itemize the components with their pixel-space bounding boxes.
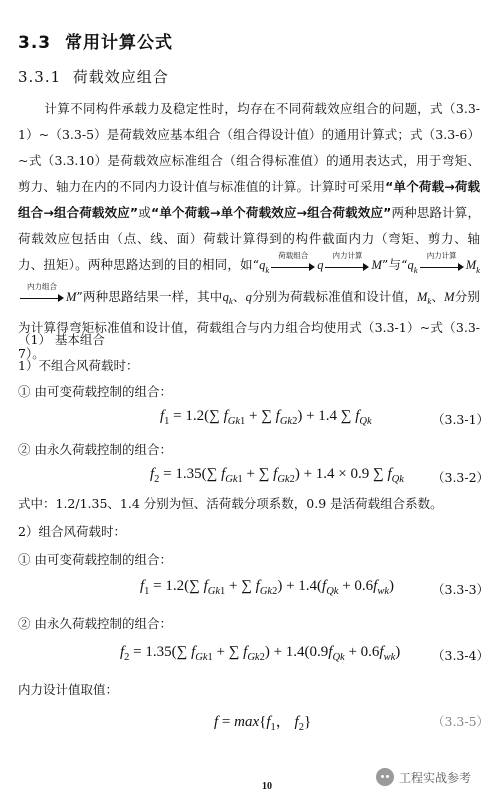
equation-3-3-1: $f_1 = 1.2(\sum$ $f_{Gk1}$ + ∑ $f_{Gk2}) + 1.4$ ∑ $f_{Qk}$ xyxy=(160,408,372,427)
eq-number-2: （3.3-2） xyxy=(432,470,490,485)
coefficient-note: 式中：1.2/1.35、1.4 分别为恒、活荷载分项系数，0.9 是活荷载组合系数。 xyxy=(18,496,443,511)
subsection-heading xyxy=(18,66,169,87)
section-number: 3.3 xyxy=(18,33,52,53)
para-bold-1: “单个荷载→荷载组合→组合荷载效应” xyxy=(18,179,480,220)
sub-k: k xyxy=(413,264,418,275)
item-c1-permanent: ② 由永久荷载控制的组合： xyxy=(18,442,172,457)
eq-number-5: （3.3-5） xyxy=(432,714,490,729)
para-text-4: ”与“ xyxy=(381,257,408,272)
flow2-Mk: M xyxy=(465,258,477,272)
equation-3-3-2: $f_2 = 1.35(\sum$ $f_{Gk1}$ + ∑ $f_{Gk2}) + 1.4 \times 0.9$ ∑ $f_{Qk}$ xyxy=(150,466,404,485)
arrow-label: 荷载组合 xyxy=(278,250,309,260)
para-text-1: 计算不同构件承载力及稳定性时，均存在不同荷载效应组合的问题，式（3.3-1）~（3.3-5）是荷载效应基本组合（组合得设计值）的通用计算式；式（3.3-6）~式（3.3.10）是荷载效应标准组合（组合得标准值）的通用表达式，用于弯矩、剪力、轴力在内的不同内力设计值与标准值的计算。计算时可采用 xyxy=(18,101,480,194)
para-text-7: 分别为荷载标准值和设计值， xyxy=(251,288,417,304)
flow1-M: M xyxy=(371,258,382,272)
equation-3-3-3: $f_1 = 1.2(\sum$ $f_{Gk1}$ + ∑ $f_{Gk2}) + 1.4(f_{Qk} + 0.6f_{wk})$ xyxy=(140,578,395,597)
item-with-wind: 2）组合风荷载时： xyxy=(18,524,126,539)
section-title: 常用计算公式 xyxy=(64,33,173,53)
flow1-q: q xyxy=(317,258,324,272)
flow2-M: M xyxy=(66,289,77,304)
para-text-8: 、 xyxy=(431,288,445,304)
flow2-qk: q xyxy=(407,258,414,272)
subsection-number: 3.3.1 xyxy=(18,68,62,86)
watermark xyxy=(376,768,471,786)
para-text-2: 或 xyxy=(138,205,151,220)
arrow-label: 内力组合 xyxy=(27,282,57,291)
eq-number-1: （3.3-1） xyxy=(432,412,490,427)
arrow-label: 内力计算 xyxy=(426,250,457,260)
item-design-value: 内力设计值取值： xyxy=(18,682,119,697)
equation-3-3-4: $f_2 = 1.35(\sum$ $f_{Gk1}$ + ∑ $f_{Gk2}) + 1.4(0.9f_{Qk} + 0.6f_{wk})$ xyxy=(120,644,401,663)
sym-M: M xyxy=(444,289,455,304)
para-text-9: 分别为计算得弯矩标准值和设计值，荷载组合与内力组合均使用式（3.3-1）~式（3.3-7）。 xyxy=(18,288,480,361)
page-number: 10 xyxy=(262,781,272,792)
flow1-qk: q xyxy=(259,258,266,272)
sym-q: q xyxy=(245,289,252,304)
para-text-3: 两种思路计算，荷载效应包括由（点、线、面）荷载计算得到的构件截面内力（弯矩、剪力、轴力、扭矩）。两种思路达到的目的相同，如“ xyxy=(18,205,480,272)
sub-k: k xyxy=(265,264,270,275)
item-basic: （1） 基本组合 xyxy=(18,332,105,347)
sym-q: q xyxy=(222,289,229,304)
sub-k: k xyxy=(476,264,480,275)
intro-paragraph xyxy=(18,96,480,367)
item-c2-variable: ① 由可变荷载控制的组合： xyxy=(18,552,172,567)
sub-k: k xyxy=(228,296,233,306)
section-heading xyxy=(18,28,173,53)
arrow-icon xyxy=(325,250,369,272)
arrow-icon xyxy=(20,282,64,303)
wechat-icon xyxy=(376,768,394,786)
subsection-title: 荷载效应组合 xyxy=(72,68,169,86)
item-c1-variable: ① 由可变荷载控制的组合： xyxy=(18,384,172,399)
para-text-5: ”两种思路结果一样，其中 xyxy=(76,288,223,304)
item-no-wind: 1）不组合风荷载时： xyxy=(18,358,139,373)
watermark-text: 工程实战参考 xyxy=(399,770,472,785)
para-bold-2: “单个荷载→单个荷载效应→组合荷载效应” xyxy=(150,205,392,220)
equation-3-3-5: $f = \max\{f_1$， $f_2$} xyxy=(214,714,312,733)
sub-k: k xyxy=(427,296,432,306)
arrow-icon xyxy=(420,250,464,272)
arrow-label: 内力计算 xyxy=(332,250,363,260)
eq-number-4: （3.3-4） xyxy=(432,648,490,663)
sym-M: M xyxy=(416,289,428,304)
arrow-icon xyxy=(271,250,315,272)
eq-number-3: （3.3-3） xyxy=(432,582,490,597)
item-c2-permanent: ② 由永久荷载控制的组合： xyxy=(18,616,172,631)
para-text-6: 、 xyxy=(232,288,246,304)
